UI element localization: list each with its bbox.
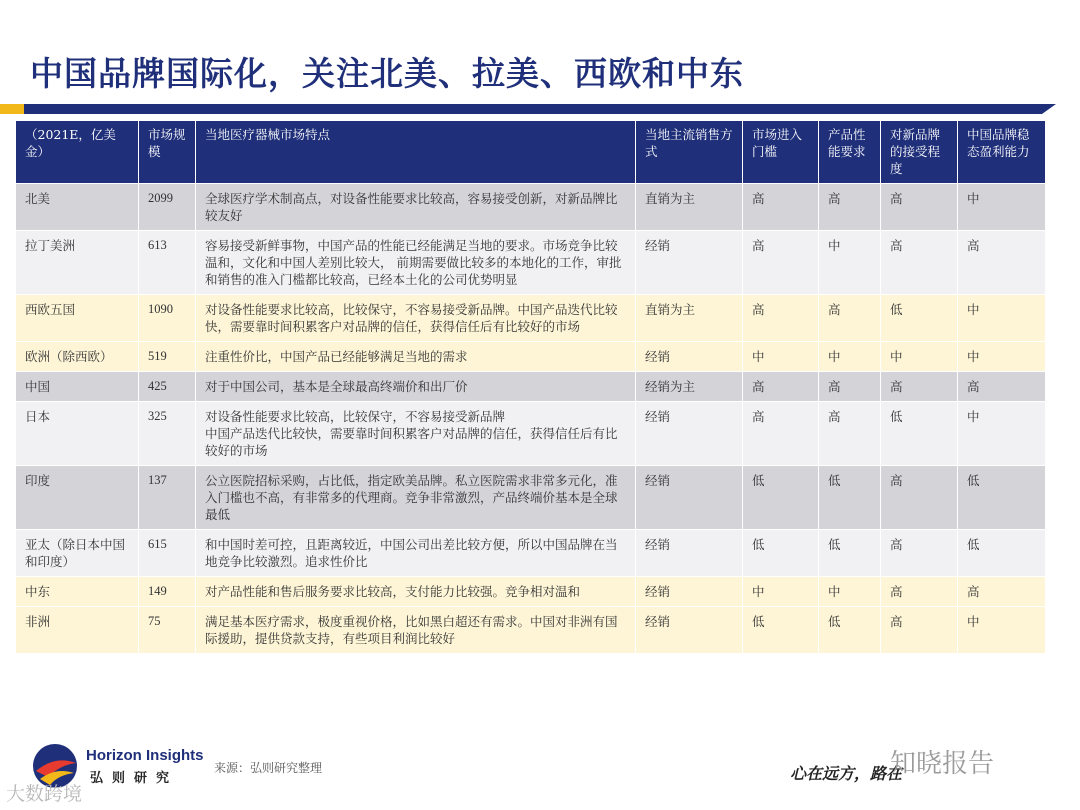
- table-row: [16, 231, 1046, 295]
- table-cell: 中: [743, 342, 819, 372]
- table-cell: 中: [819, 577, 881, 607]
- source-note: 来源：弘则研究整理: [214, 761, 323, 775]
- header-cell: 市场规模: [139, 121, 196, 184]
- table-cell: 对于中国公司，基本是全球最高终端价和出厂价: [196, 372, 636, 402]
- table-cell: 高: [819, 402, 881, 466]
- table-cell: 高: [819, 295, 881, 342]
- table-row: [16, 466, 1046, 530]
- table-cell: 高: [881, 607, 958, 654]
- logo-text-cn: 弘则研究: [90, 771, 179, 786]
- table-cell: 全球医疗学术制高点，对设备性能要求比较高，容易接受创新，对新品牌比较友好: [196, 184, 636, 231]
- title-accent-bar: [0, 104, 24, 114]
- table-cell: 经销: [636, 607, 743, 654]
- table-cell: 325: [139, 402, 196, 466]
- table-cell: 和中国时差可控，且距离较近，中国公司出差比较方便，所以中国品牌在当地竞争比较激烈。追求性价比: [196, 530, 636, 577]
- table-cell: 低: [881, 295, 958, 342]
- table-cell: 中: [958, 295, 1046, 342]
- table-row: [16, 530, 1046, 577]
- table-cell: 经销为主: [636, 372, 743, 402]
- table-cell: 低: [743, 607, 819, 654]
- table-cell: 中: [881, 342, 958, 372]
- table-cell: 经销: [636, 342, 743, 372]
- table-cell: 低: [881, 402, 958, 466]
- table-cell: 低: [958, 466, 1046, 530]
- table-cell: 欧洲（除西欧）: [16, 342, 139, 372]
- header-cell: 对新品牌的接受程度: [881, 121, 958, 184]
- table-cell: 615: [139, 530, 196, 577]
- table-row: [16, 577, 1046, 607]
- table-cell: 注重性价比，中国产品已经能够满足当地的需求: [196, 342, 636, 372]
- table-cell: 137: [139, 466, 196, 530]
- table-cell: 高: [743, 372, 819, 402]
- table-cell: 西欧五国: [16, 295, 139, 342]
- table-cell: 拉丁美洲: [16, 231, 139, 295]
- header-cell: 中国品牌稳态盈利能力: [958, 121, 1046, 184]
- table-cell: 低: [819, 607, 881, 654]
- table-cell: 高: [881, 466, 958, 530]
- header-cell: 产品性能要求: [819, 121, 881, 184]
- table-cell: 中: [958, 607, 1046, 654]
- table-cell: 高: [881, 372, 958, 402]
- table-cell: 低: [819, 466, 881, 530]
- table-cell: 高: [743, 231, 819, 295]
- table-cell: 亚太（除日本中国和印度）: [16, 530, 139, 577]
- table-cell: 中: [819, 342, 881, 372]
- table-cell: 容易接受新鲜事物，中国产品的性能已经能满足当地的要求。市场竞争比较温和，文化和中国人差别比较大， 前期需要做比较多的本地化的工作，审批和销售的准入门槛都比较高，已经本土化的公司优势明显: [196, 231, 636, 295]
- table-cell: 经销: [636, 466, 743, 530]
- page-title: 中国品牌国际化，关注北美、拉美、西欧和中东: [30, 54, 744, 93]
- table-cell: 中: [958, 184, 1046, 231]
- table-cell: 日本: [16, 402, 139, 466]
- table-cell: 低: [958, 530, 1046, 577]
- table-header-row: [16, 121, 1046, 184]
- table-cell: 高: [743, 184, 819, 231]
- table-cell: 高: [958, 372, 1046, 402]
- header-cell: （2021E，亿美金）: [16, 121, 139, 184]
- table-cell: 对设备性能要求比较高，比较保守，不容易接受新品牌 中国产品迭代比较快，需要靠时间积累客户对品牌的信任，获得信任后有比较好的市场: [196, 402, 636, 466]
- table-cell: 低: [819, 530, 881, 577]
- table-cell: 高: [958, 231, 1046, 295]
- table-cell: 75: [139, 607, 196, 654]
- table-cell: 中: [743, 577, 819, 607]
- table-cell: 印度: [16, 466, 139, 530]
- watermark-left: 大数跨境: [6, 783, 83, 805]
- table-cell: 经销: [636, 231, 743, 295]
- table-cell: 低: [743, 530, 819, 577]
- table-cell: 中: [958, 402, 1046, 466]
- header-cell: 当地主流销售方式: [636, 121, 743, 184]
- table-cell: 高: [881, 530, 958, 577]
- table-cell: 经销: [636, 530, 743, 577]
- table-cell: 高: [881, 184, 958, 231]
- table-cell: 高: [881, 231, 958, 295]
- table-cell: 425: [139, 372, 196, 402]
- table-cell: 经销: [636, 577, 743, 607]
- table-cell: 公立医院招标采购，占比低，指定欧美品牌。私立医院需求非常多元化，准入门槛也不高，有非常多的代理商。竞争非常激烈，产品终端价基本是全球最低: [196, 466, 636, 530]
- title-underline-bar: [24, 104, 1042, 114]
- table-cell: 高: [819, 372, 881, 402]
- table-cell: 613: [139, 231, 196, 295]
- table-row: [16, 342, 1046, 372]
- table-cell: 519: [139, 342, 196, 372]
- table-cell: 对产品性能和售后服务要求比较高，支付能力比较强。竞争相对温和: [196, 577, 636, 607]
- footer: [0, 735, 1080, 810]
- table-cell: 中: [819, 231, 881, 295]
- table-row: [16, 372, 1046, 402]
- logo-text-en: Horizon Insights: [86, 747, 204, 764]
- table-cell: 北美: [16, 184, 139, 231]
- market-table: [15, 120, 1046, 654]
- header-cell: 当地医疗器械市场特点: [196, 121, 636, 184]
- table-cell: 直销为主: [636, 295, 743, 342]
- table-cell: 高: [743, 295, 819, 342]
- table-row: [16, 184, 1046, 231]
- table-cell: 中: [958, 342, 1046, 372]
- table-cell: 对设备性能要求比较高，比较保守，不容易接受新品牌。中国产品迭代比较快，需要靠时间积累客户对品牌的信任，获得信任后有比较好的市场: [196, 295, 636, 342]
- table-row: [16, 607, 1046, 654]
- table-cell: 直销为主: [636, 184, 743, 231]
- table-cell: 经销: [636, 402, 743, 466]
- watermark-right: 知晓报告: [890, 749, 995, 779]
- table-cell: 非洲: [16, 607, 139, 654]
- table-cell: 满足基本医疗需求，极度重视价格，比如黑白超还有需求。中国对非洲有国际援助，提供贷款支持，有些项目利润比较好: [196, 607, 636, 654]
- table-cell: 高: [958, 577, 1046, 607]
- header-cell: 市场进入门槛: [743, 121, 819, 184]
- table-cell: 中国: [16, 372, 139, 402]
- table-cell: 2099: [139, 184, 196, 231]
- table-cell: 149: [139, 577, 196, 607]
- slogan: 心在远方，路在: [790, 764, 903, 783]
- table-row: [16, 402, 1046, 466]
- table-cell: 高: [881, 577, 958, 607]
- table-cell: 高: [743, 402, 819, 466]
- table-cell: 低: [743, 466, 819, 530]
- table-row: [16, 295, 1046, 342]
- table-cell: 高: [819, 184, 881, 231]
- table-cell: 中东: [16, 577, 139, 607]
- table-cell: 1090: [139, 295, 196, 342]
